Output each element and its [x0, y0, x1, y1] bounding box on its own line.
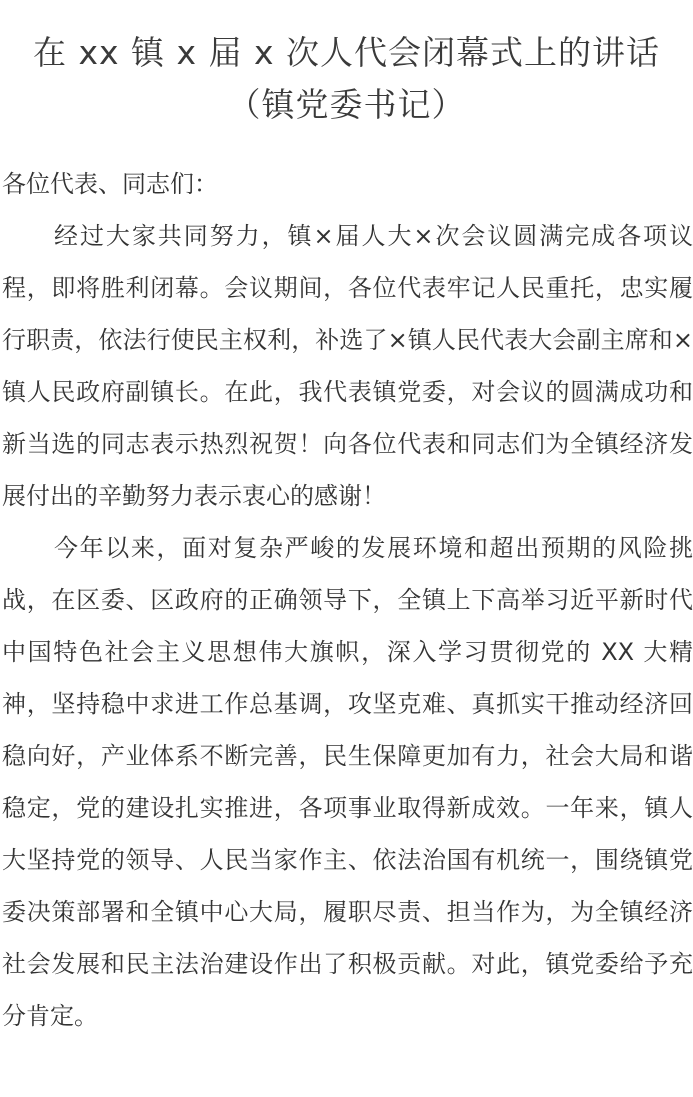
salutation: 各位代表、同志们： — [2, 170, 218, 198]
paragraph-1: 经过大家共同努力，镇×届人大×次会议圆满完成各项议程，即将胜利闭幕。会议期间，各位代表牢记人民重托，忠实履行职责，依法行使民主权利，补选了×镇人民代表大会副主席和×镇人民政府副镇长。在此，我代表镇党委，对会议的圆满成功和新当选的同志表示热烈祝贺！向各位代表和同志们为全镇经济发展付出的辛勤努力表示衷心的感谢！ — [2, 222, 693, 510]
document-body — [2, 158, 693, 1042]
document-title: 在 xx 镇 x 届 x 次人代会闭幕式上的讲话 — [32, 33, 661, 72]
paragraph-2: 今年以来，面对复杂严峻的发展环境和超出预期的风险挑战，在区委、区政府的正确领导下，全镇上下高举习近平新时代中国特色社会主义思想伟大旗帜，深入学习贯彻党的 XX 大精神，坚持稳中求进工作总基调，攻坚克难、真抓实干推动经济回稳向好，产业体系不断完善，民生保障更加有力，社会大局和谐稳定，党的建设扎实推进，各项事业取得新成效。一年来，镇人大坚持党的领导、人民当家作主、依法治国有机统一，围绕镇党委决策部署和全镇中心大局，履职尽责、担当作为，为全镇经济社会发展和民主法治建设作出了积极贡献。对此，镇党委给予充分肯定。 — [2, 534, 693, 1030]
document-subtitle: （镇党委书记） — [227, 85, 466, 124]
